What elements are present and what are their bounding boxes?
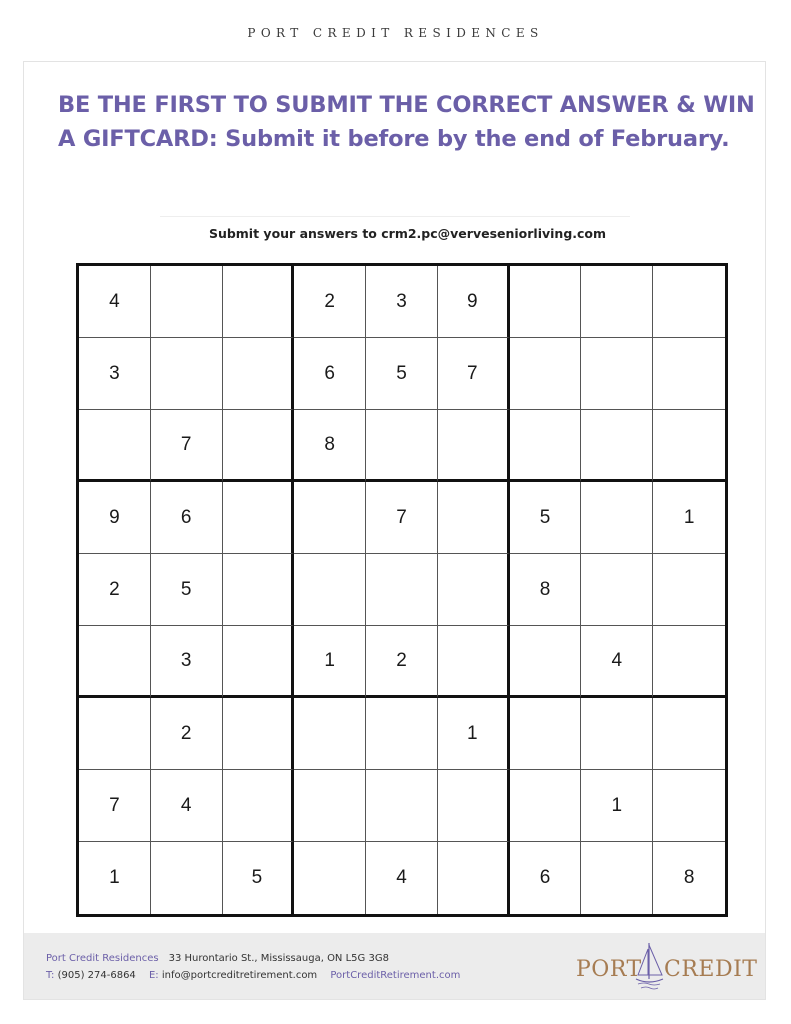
sudoku-cell[interactable]: 7 [151,410,223,482]
sudoku-cell[interactable]: 8 [510,554,582,626]
sudoku-cell[interactable]: 4 [581,626,653,698]
sailboat-icon [632,939,666,991]
masthead-title: PORT CREDIT RESIDENCES [247,26,544,40]
sudoku-cell[interactable] [223,482,295,554]
sudoku-cell[interactable] [223,770,295,842]
sudoku-cell[interactable] [294,698,366,770]
sudoku-cell[interactable] [366,554,438,626]
sudoku-cell[interactable]: 2 [366,626,438,698]
sudoku-cell[interactable] [510,626,582,698]
sudoku-cell[interactable] [366,698,438,770]
sudoku-cell[interactable]: 8 [294,410,366,482]
sudoku-cell[interactable] [510,410,582,482]
footer-phone[interactable]: (905) 274-6864 [57,970,136,981]
sudoku-cell[interactable] [510,770,582,842]
sudoku-cell[interactable]: 3 [79,338,151,410]
sudoku-cell[interactable] [223,266,295,338]
sudoku-cell[interactable] [581,338,653,410]
sudoku-cell[interactable] [653,410,725,482]
sudoku-cell[interactable] [653,338,725,410]
sudoku-cell[interactable]: 3 [151,626,223,698]
sudoku-cell[interactable]: 9 [79,482,151,554]
sudoku-cell[interactable] [438,770,510,842]
email-label: E: [148,970,159,981]
sudoku-cell[interactable] [294,770,366,842]
sudoku-cell[interactable] [294,554,366,626]
headline: BE THE FIRST TO SUBMIT THE CORRECT ANSWER & WIN A GIFTCARD: Submit it before by the end of February. [58,92,755,152]
port-credit-logo [576,941,758,993]
sudoku-cell[interactable]: 7 [79,770,151,842]
sudoku-cell[interactable] [294,842,366,914]
sudoku-cell[interactable] [366,770,438,842]
sudoku-cell[interactable]: 2 [294,266,366,338]
sudoku-cell[interactable] [510,338,582,410]
sudoku-cell[interactable]: 4 [151,770,223,842]
sudoku-cell[interactable]: 1 [294,626,366,698]
sudoku-cell[interactable]: 9 [438,266,510,338]
sudoku-cell[interactable] [151,338,223,410]
sudoku-cell[interactable]: 3 [366,266,438,338]
footer-website-link[interactable]: PortCreditRetirement.com [330,970,461,981]
sudoku-cell[interactable]: 4 [366,842,438,914]
sudoku-cell[interactable]: 5 [151,554,223,626]
sudoku-cell[interactable] [223,626,295,698]
sudoku-cell[interactable] [653,266,725,338]
sudoku-cell[interactable] [438,482,510,554]
sudoku-grid [76,263,728,917]
sudoku-cell[interactable] [510,698,582,770]
footer-email[interactable]: info@portcreditretirement.com [161,970,318,981]
divider [160,216,630,217]
sudoku-cell[interactable] [438,626,510,698]
sudoku-cell[interactable]: 1 [581,770,653,842]
sudoku-cell[interactable]: 6 [510,842,582,914]
footer-address: 33 Hurontario St., Mississauga, ON L5G 3G8 [168,953,389,964]
sudoku-cell[interactable] [653,770,725,842]
sudoku-cell[interactable]: 4 [79,266,151,338]
sudoku-cell[interactable]: 5 [366,338,438,410]
sudoku-cell[interactable]: 2 [151,698,223,770]
sudoku-cell[interactable] [366,410,438,482]
sudoku-cell[interactable]: 1 [79,842,151,914]
sudoku-cell[interactable] [438,842,510,914]
sudoku-cell[interactable] [438,410,510,482]
sudoku-cell[interactable]: 1 [438,698,510,770]
sudoku-cell[interactable] [581,266,653,338]
sudoku-cell[interactable] [223,410,295,482]
sudoku-cell[interactable] [151,842,223,914]
sudoku-cell[interactable] [581,554,653,626]
sudoku-cell[interactable] [223,554,295,626]
phone-label: T: [46,970,55,981]
sudoku-cell[interactable]: 2 [79,554,151,626]
footer-org-name: Port Credit Residences [46,953,159,964]
sudoku-cell[interactable] [653,698,725,770]
sudoku-cell[interactable] [294,482,366,554]
sudoku-cell[interactable] [510,266,582,338]
sudoku-cell[interactable] [79,626,151,698]
sudoku-cell[interactable]: 1 [653,482,725,554]
sudoku-cell[interactable]: 5 [510,482,582,554]
sudoku-cell[interactable] [223,698,295,770]
sudoku-cell[interactable]: 8 [683,867,695,888]
sudoku-cell[interactable] [581,842,653,914]
sudoku-cell[interactable] [653,626,725,698]
sudoku-cell[interactable]: 7 [438,338,510,410]
sudoku-cell[interactable] [151,266,223,338]
sudoku-cell[interactable] [581,410,653,482]
sudoku-cell[interactable] [79,698,151,770]
sudoku-cell[interactable] [653,554,725,626]
sudoku-cell[interactable] [223,338,295,410]
sudoku-cell[interactable] [581,698,653,770]
sudoku-cell[interactable]: 6 [151,482,223,554]
submit-instructions: Submit your answers to crm2.pc@verveseniorliving.com [208,226,607,241]
sudoku-cell[interactable] [438,554,510,626]
sudoku-cell[interactable] [79,410,151,482]
logo-text-credit: CREDIT [664,957,758,982]
sudoku-cell[interactable]: 7 [366,482,438,554]
sudoku-cell[interactable] [581,482,653,554]
logo-text-port: PORT [576,957,642,982]
footer-contact-line [46,970,460,981]
footer [24,933,765,999]
footer-address-line [46,953,389,964]
sudoku-cell[interactable]: 6 [294,338,366,410]
sudoku-cell[interactable]: 5 [223,842,295,914]
